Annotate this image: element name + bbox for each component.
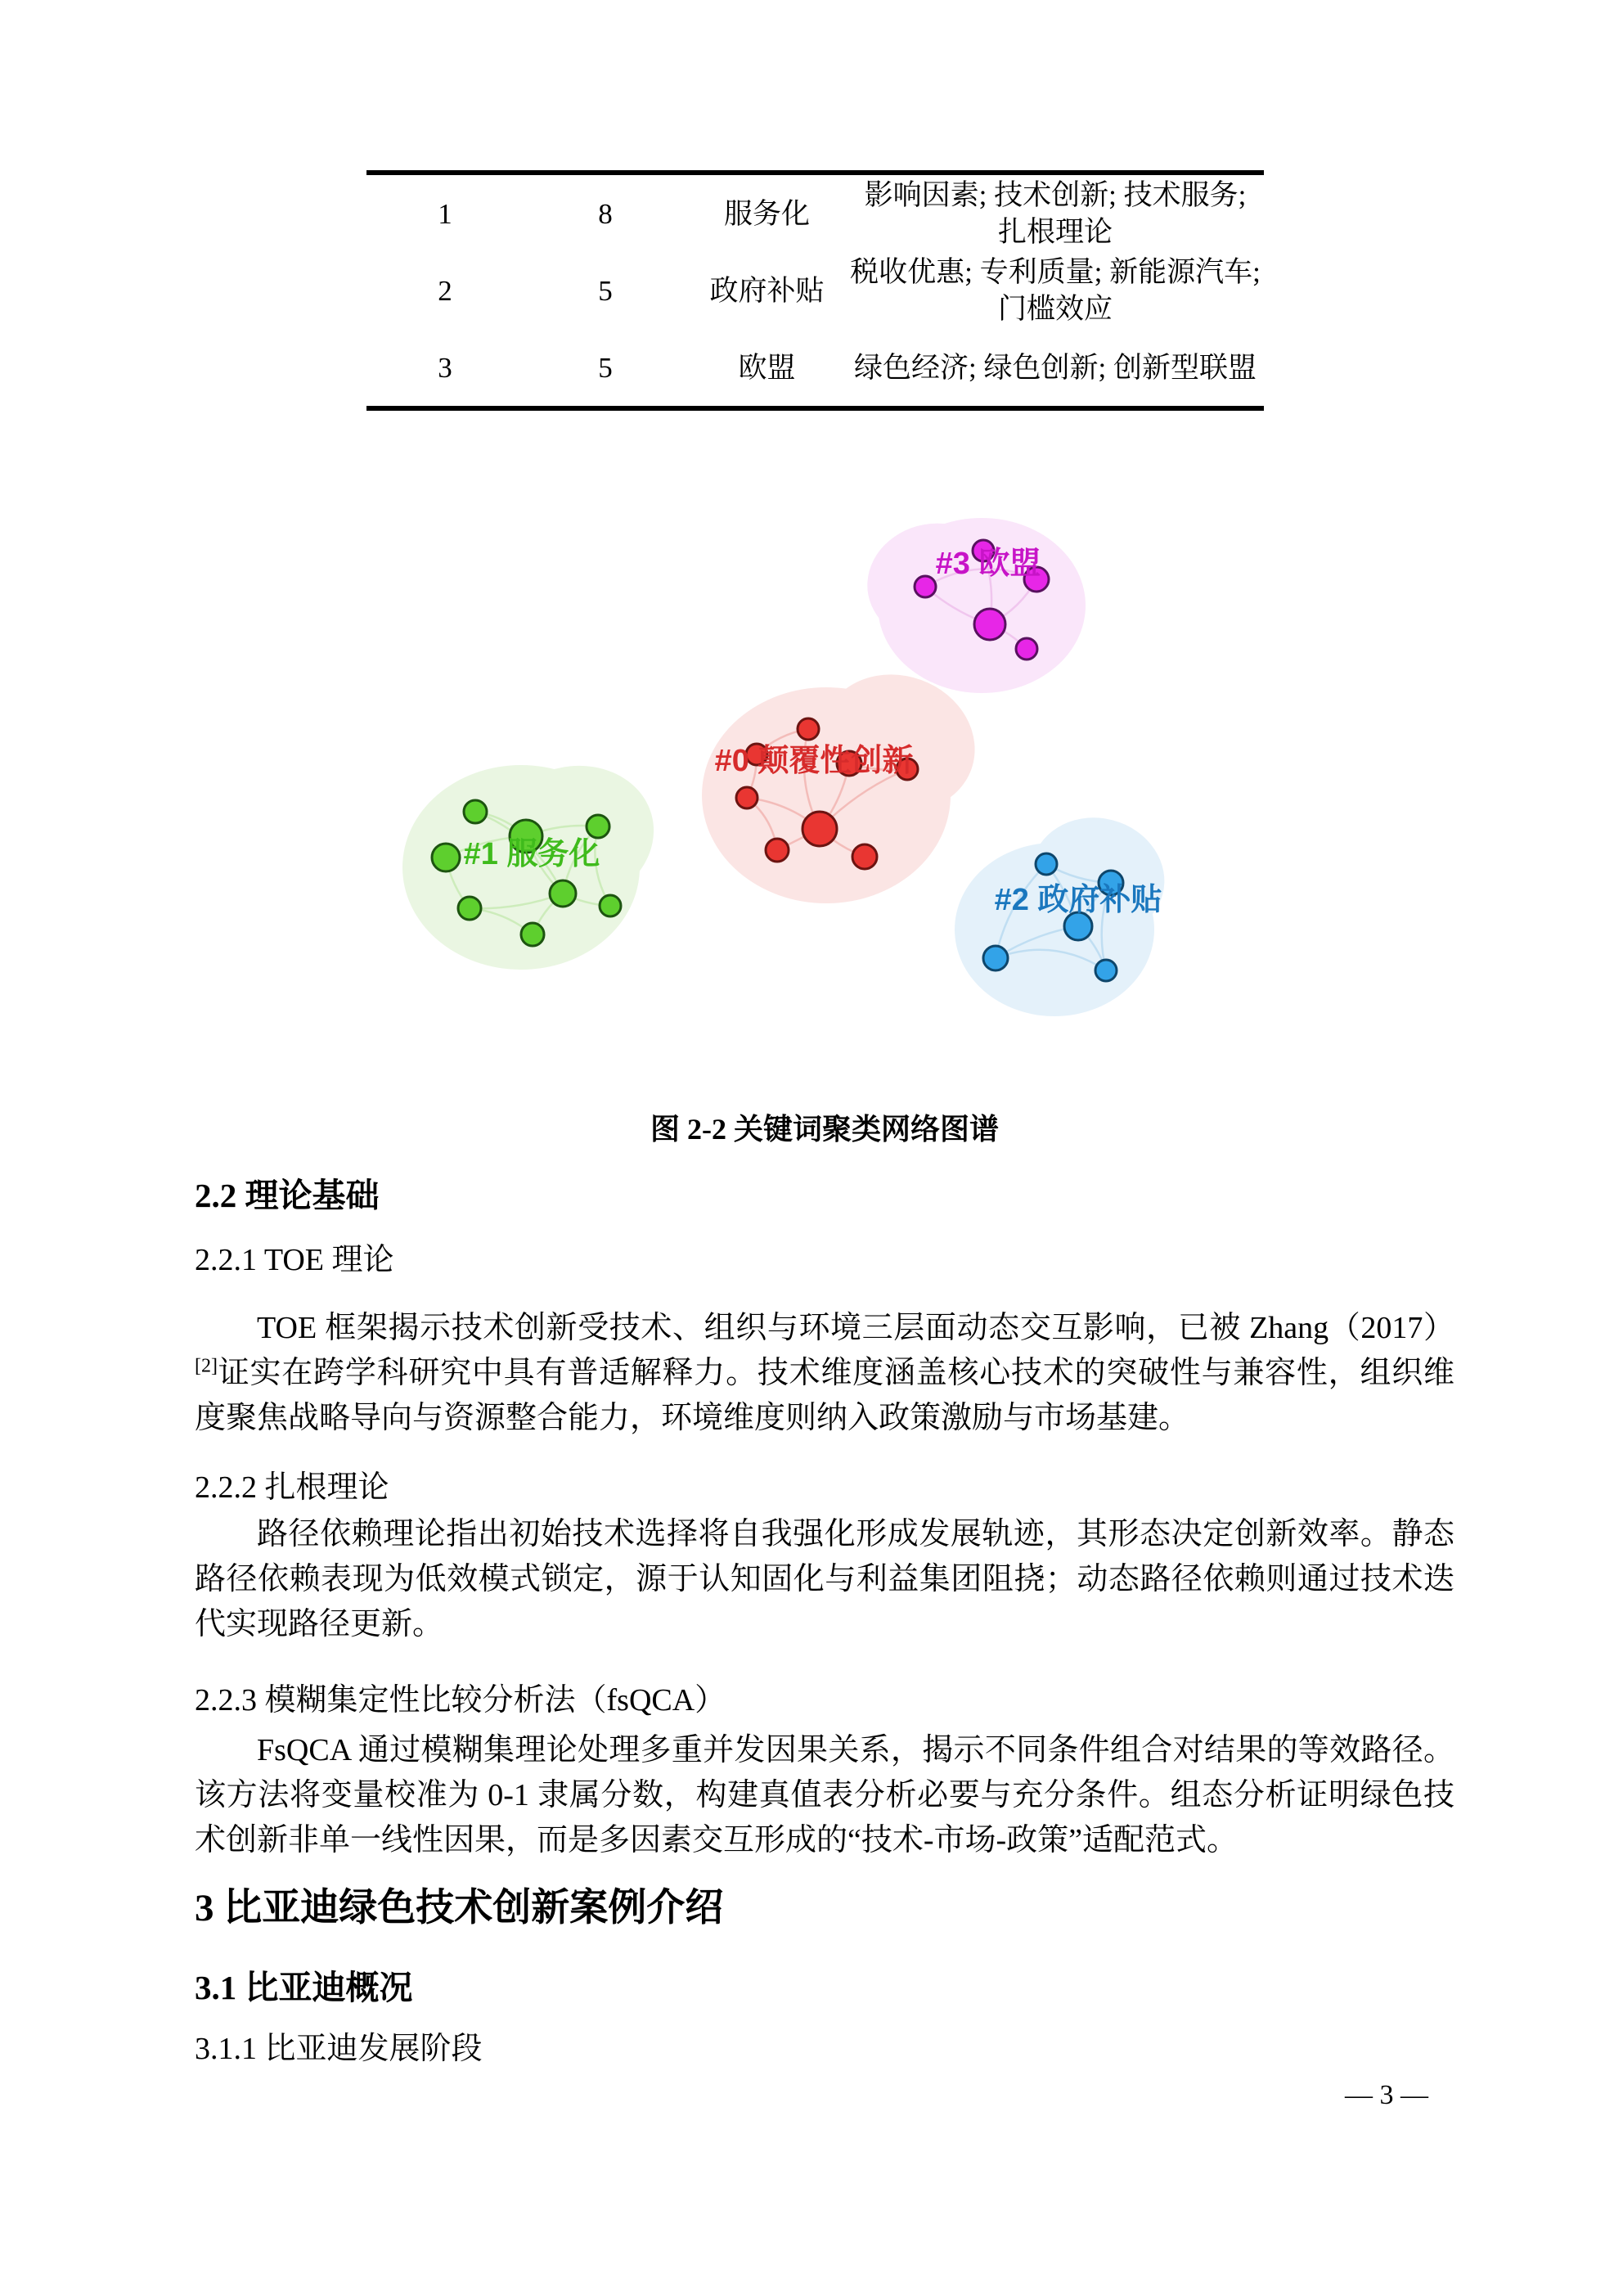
section-heading-2-2-3: 2.2.3 模糊集定性比较分析法（fsQCA）	[195, 1683, 726, 1717]
graph-node	[464, 800, 487, 823]
keyword-cluster-table	[366, 170, 1264, 411]
paragraph-toe	[195, 1306, 1454, 1441]
table-cell-label: 服务化	[723, 197, 810, 230]
table-cell-cluster-id: 1	[438, 197, 452, 230]
section-heading-2-2-1: 2.2.1 TOE 理论	[195, 1243, 394, 1277]
cluster-2	[955, 803, 1178, 1016]
table-cell-size: 5	[598, 274, 613, 307]
table-cell-keywords: 税收优惠; 专利质量; 新能源汽车; 门槛效应	[850, 256, 1261, 325]
graph-node	[983, 946, 1008, 970]
section-heading-3-1: 3.1 比亚迪概况	[195, 1969, 413, 2006]
section-heading-3-1-1: 3.1.1 比亚迪发展阶段	[195, 2032, 483, 2066]
paragraph-toe-after: 证实在跨学科研究中具有普适解释力。技术维度涵盖核心技术的突破性与兼容性，组织维度聚焦战略导向与资源整合能力，环境维度则纳入政策激励与市场基建。	[195, 1356, 1454, 1435]
graph-node	[852, 844, 877, 869]
cluster-label: #3 欧盟	[935, 547, 1041, 581]
graph-node	[736, 787, 758, 808]
paragraph-fsqca: FsQCA 通过模糊集理论处理多重并发因果关系，揭示不同条件组合对结果的等效路径。该方法将变量校准为 0-1 隶属分数，构建真值表分析必要与充分条件。组态分析证明绿色技术创新非单一线性因果，而是多因素交互形成的“技术-市场-政策”适配范式。	[195, 1733, 1454, 1857]
graph-node	[1095, 960, 1117, 981]
table-cell-cluster-id: 3	[438, 351, 452, 384]
graph-node	[1036, 853, 1057, 875]
graph-node	[1016, 638, 1037, 660]
table-cell-size: 8	[598, 197, 613, 230]
graph-node	[766, 839, 789, 862]
graph-node	[587, 815, 609, 838]
table-cell-size: 5	[598, 351, 613, 384]
cluster-3	[858, 513, 1086, 693]
page-number: — 3 —	[1345, 2080, 1428, 2110]
graph-node	[521, 923, 544, 946]
cluster-label: #0 颠覆性创新	[714, 744, 914, 778]
section-heading-2-2: 2.2 理论基础	[195, 1177, 380, 1214]
table-cell-keywords: 影响因素; 技术创新; 技术服务; 扎根理论	[864, 179, 1247, 248]
cluster-0	[702, 653, 994, 903]
graph-node	[974, 609, 1005, 640]
graph-node	[432, 844, 460, 871]
keyword-cluster-network-figure	[229, 483, 1211, 1047]
graph-node	[803, 812, 837, 846]
graph-node	[915, 576, 936, 597]
cluster-label: #1 服务化	[463, 837, 600, 871]
table-cell-label: 政府补贴	[709, 274, 825, 307]
graph-node	[550, 880, 576, 907]
paragraph-grounded-theory: 路径依赖理论指出初始技术选择将自我强化形成发展轨迹，其形态决定创新效率。静态路径依赖表现为低效模式锁定，源于认知固化与利益集团阻挠；动态路径依赖则通过技术迭代实现路径更新。	[195, 1517, 1454, 1641]
graph-node	[600, 895, 621, 916]
paragraph-toe-before: TOE 框架揭示技术创新受技术、组织与环境三层面动态交互影响，已被 Zhang（2017）	[257, 1311, 1454, 1345]
table-cell-cluster-id: 2	[438, 274, 452, 307]
table-cell-keywords: 绿色经济; 绿色创新; 创新型联盟	[854, 351, 1257, 384]
cluster-label: #2 政府补贴	[994, 883, 1162, 917]
chapter-heading-3: 3 比亚迪绿色技术创新案例介绍	[195, 1887, 724, 1929]
citation-superscript: [2]	[195, 1355, 218, 1377]
graph-node	[798, 718, 819, 740]
graph-node	[458, 897, 481, 920]
cluster-1	[402, 748, 670, 970]
table-cell-label: 欧盟	[738, 351, 796, 384]
figure-caption: 图 2-2 关键词聚类网络图谱	[650, 1113, 999, 1146]
section-heading-2-2-2: 2.2.2 扎根理论	[195, 1470, 389, 1505]
